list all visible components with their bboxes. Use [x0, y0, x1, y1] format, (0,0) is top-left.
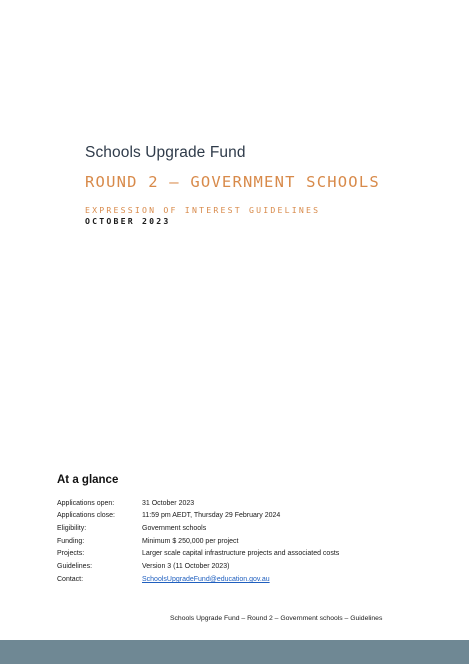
detail-value: Larger scale capital infrastructure projects and associated costs [142, 550, 340, 558]
detail-label: Funding: [57, 537, 85, 545]
detail-label: Guidelines: [57, 562, 93, 570]
footer-bar [0, 640, 469, 664]
detail-value: Minimum $ 250,000 per project [142, 537, 239, 545]
detail-row-contact [57, 574, 417, 587]
detail-value: 11:59 pm AEDT, Thursday 29 February 2024 [142, 512, 281, 520]
at-a-glance-table [57, 497, 417, 586]
detail-row-eligibility [57, 522, 417, 535]
detail-row-applications-open [57, 497, 417, 510]
detail-label: Contact: [57, 576, 84, 584]
detail-row-projects [57, 547, 417, 560]
detail-value: Government schools [142, 524, 207, 532]
detail-value: 31 October 2023 [142, 499, 195, 507]
document-date: OCTOBER 2023 [85, 216, 171, 226]
at-a-glance-heading: At a glance [57, 474, 119, 486]
detail-value: Version 3 (11 October 2023) [142, 562, 230, 570]
detail-row-guidelines [57, 560, 417, 573]
program-name: Schools Upgrade Fund [85, 144, 246, 161]
page-footer-text: Schools Upgrade Fund – Round 2 – Government schools – Guidelines [170, 615, 383, 622]
detail-row-applications-close [57, 510, 417, 523]
detail-row-funding [57, 535, 417, 548]
contact-email-link[interactable]: SchoolsUpgradeFund@education.gov.au [142, 576, 270, 584]
document-type: EXPRESSION OF INTEREST GUIDELINES [85, 205, 321, 215]
detail-label: Eligibility: [57, 524, 87, 532]
detail-label: Applications open: [57, 499, 115, 507]
round-title: ROUND 2 – GOVERNMENT SCHOOLS [85, 173, 380, 191]
detail-label: Projects: [57, 550, 85, 558]
detail-label: Applications close: [57, 512, 115, 520]
